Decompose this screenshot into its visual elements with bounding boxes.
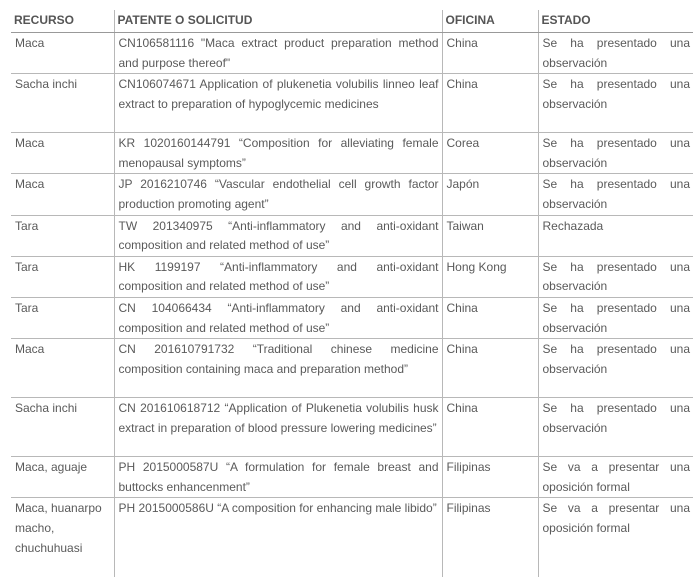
table-row — [11, 174, 693, 215]
header-recurso: RECURSO — [11, 10, 114, 33]
cell-oficina: China — [442, 398, 538, 457]
cell-oficina: China — [442, 339, 538, 398]
cell-estado: Rechazada — [538, 215, 693, 256]
cell-estado: Se ha presentado una observación — [538, 398, 693, 457]
cell-recurso: Tara — [11, 215, 114, 256]
cell-estado: Se va a presentar una oposición formal — [538, 498, 693, 577]
cell-estado: Se ha presentado una observación — [538, 256, 693, 297]
table-row — [11, 33, 693, 74]
header-estado: ESTADO — [538, 10, 693, 33]
cell-oficina: Filipinas — [442, 498, 538, 577]
table-row — [11, 256, 693, 297]
cell-patente: CN106074671 Application of plukenetia volubilis linneo leaf extract to preparation of hypoglycemic medicines — [114, 74, 442, 133]
cell-patente: CN106581116 "Maca extract product preparation method and purpose thereof" — [114, 33, 442, 74]
cell-patente: TW 201340975 “Anti-inflammatory and anti-oxidant composition and related method of use” — [114, 215, 442, 256]
cell-estado: Se ha presentado una observación — [538, 339, 693, 398]
table-row — [11, 457, 693, 498]
cell-patente: PH 2015000587U “A formulation for female breast and buttocks enhancenment” — [114, 457, 442, 498]
cell-estado: Se ha presentado una observación — [538, 74, 693, 133]
cell-patente: KR 1020160144791 “Composition for alleviating female menopausal symptoms” — [114, 133, 442, 174]
cell-patente: CN 201610791732 “Traditional chinese medicine composition containing maca and preparation method” — [114, 339, 442, 398]
cell-recurso: Maca, aguaje — [11, 457, 114, 498]
header-patente: PATENTE O SOLICITUD — [114, 10, 442, 33]
table-row — [11, 498, 693, 577]
cell-patente: HK 1199197 “Anti-inflammatory and anti-oxidant composition and related method of use” — [114, 256, 442, 297]
cell-patente: CN 201610618712 “Application of Plukenetia volubilis husk extract in preparation of blood pressure lowering medicines” — [114, 398, 442, 457]
cell-patente: PH 2015000586U “A composition for enhancing male libido” — [114, 498, 442, 577]
cell-oficina: Taiwan — [442, 215, 538, 256]
cell-recurso: Tara — [11, 297, 114, 338]
cell-recurso: Tara — [11, 256, 114, 297]
table-row — [11, 339, 693, 398]
cell-estado: Se ha presentado una observación — [538, 297, 693, 338]
cell-patente: JP 2016210746 “Vascular endothelial cell growth factor production promoting agent” — [114, 174, 442, 215]
patent-table-container — [11, 10, 693, 577]
table-header-row — [11, 10, 693, 33]
cell-recurso: Sacha inchi — [11, 74, 114, 133]
cell-recurso: Sacha inchi — [11, 398, 114, 457]
cell-recurso: Maca — [11, 33, 114, 74]
cell-oficina: Hong Kong — [442, 256, 538, 297]
patent-table — [11, 10, 693, 577]
cell-estado: Se ha presentado una observación — [538, 133, 693, 174]
cell-oficina: China — [442, 33, 538, 74]
cell-oficina: Filipinas — [442, 457, 538, 498]
cell-recurso: Maca — [11, 133, 114, 174]
header-oficina: OFICINA — [442, 10, 538, 33]
cell-estado: Se ha presentado una observación — [538, 33, 693, 74]
cell-estado: Se ha presentado una observación — [538, 174, 693, 215]
cell-patente: CN 104066434 “Anti-inflammatory and anti-oxidant composition and related method of use” — [114, 297, 442, 338]
cell-oficina: Japón — [442, 174, 538, 215]
cell-oficina: China — [442, 297, 538, 338]
cell-recurso: Maca — [11, 174, 114, 215]
table-row — [11, 215, 693, 256]
cell-oficina: China — [442, 74, 538, 133]
cell-recurso: Maca — [11, 339, 114, 398]
table-row — [11, 297, 693, 338]
cell-estado: Se va a presentar una oposición formal — [538, 457, 693, 498]
table-row — [11, 74, 693, 133]
cell-recurso: Maca, huanarpo macho, chuchuhuasi — [11, 498, 114, 577]
cell-oficina: Corea — [442, 133, 538, 174]
table-row — [11, 133, 693, 174]
table-row — [11, 398, 693, 457]
